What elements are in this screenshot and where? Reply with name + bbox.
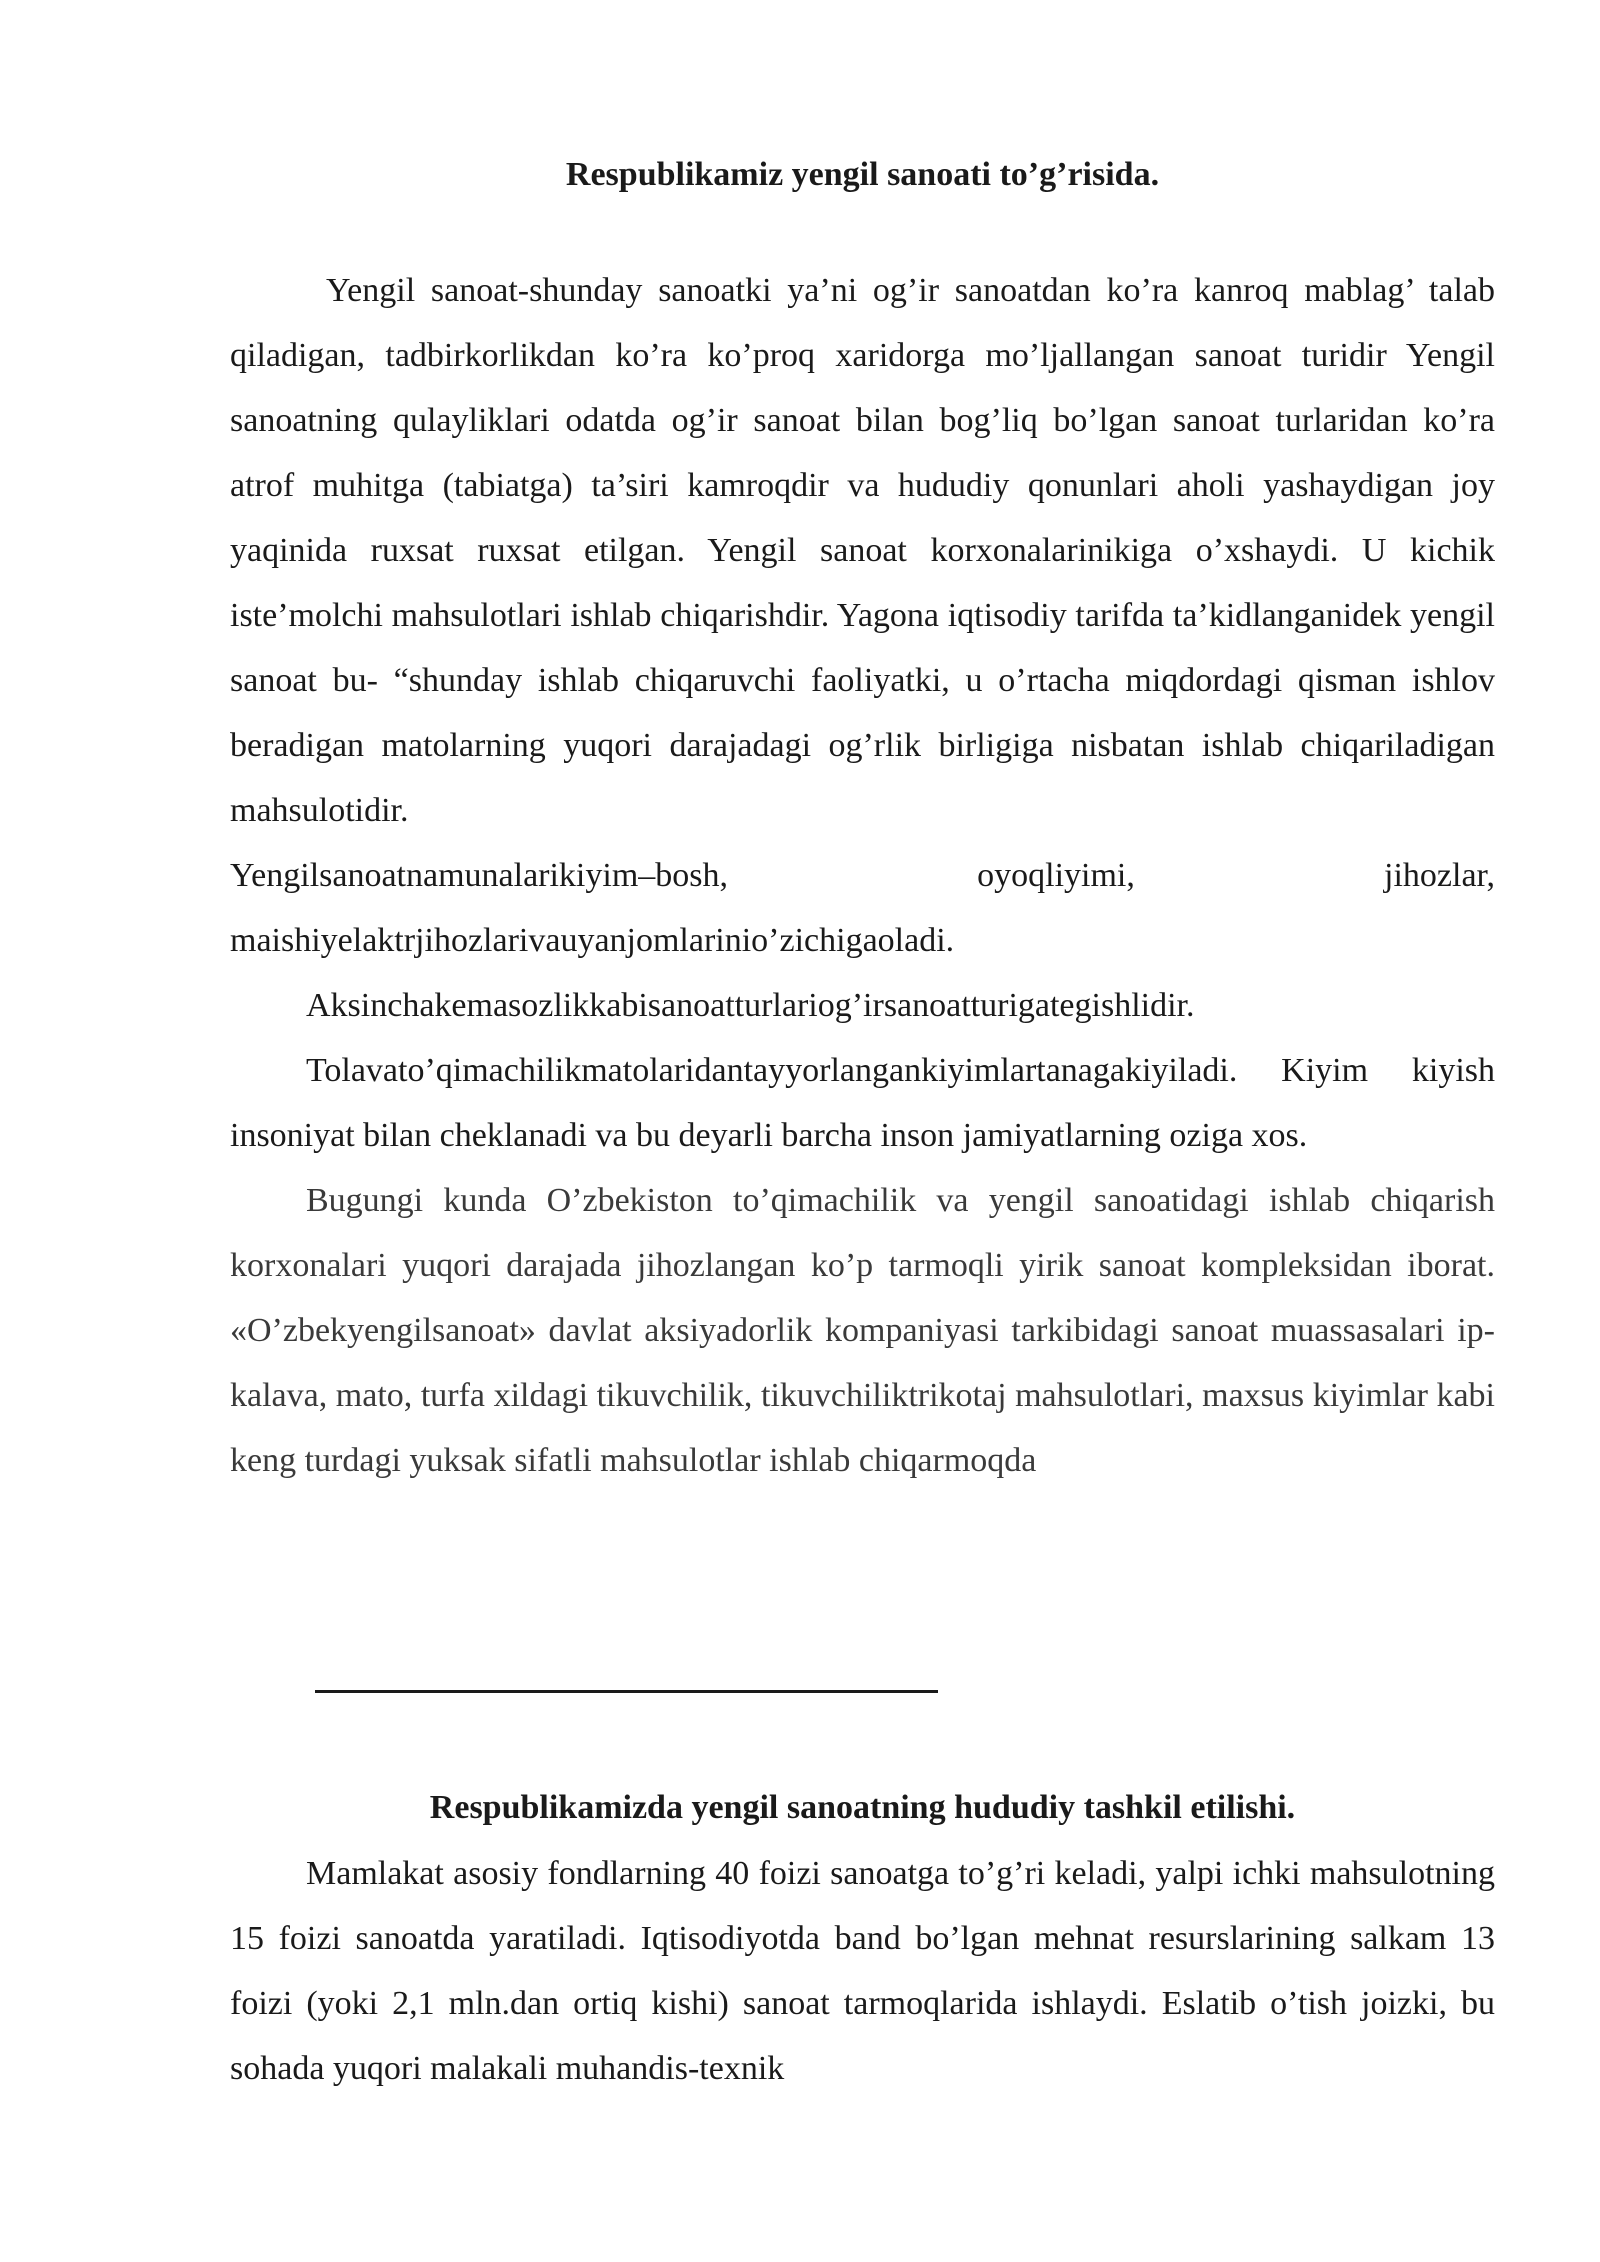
section-1-paragraph-3: Tolavato’qimachilikmatolaridantayyorlangankiyimlartanagakiyiladi. Kiyim kiyish insoniyat bilan cheklanadi va bu deyarli barcha inson jamiyatlarning oziga xos. [230,1052,1495,1154]
section-1-paragraph-4: Bugungi kunda O’zbekiston to’qimachilik va yengil sanoatidagi ishlab chiqarish korxonalari yuqori darajada jihozlangan ko’p tarmoqli yirik sanoat kompleksidan iborat. «O’zbekyengilsanoat» davlat aksiyadorlik kompaniyasi tarkibidagi sanoat muassasalari ip-kalava, mato, turfa xildagi tikuvchilik, tikuvchiliktrikotaj mahsulotlari, maxsus kiyimlar kabi keng turdagi yuksak sifatli mahsulotlar ishlab chiqarmoqda [230,1182,1495,1479]
section-2-title: Respublikamizda yengil sanoatning hududiy tashkil etilishi. [429,1789,1296,1826]
section-2 [230,1783,1495,2101]
spacer [230,200,1495,258]
horizontal-divider [315,1690,938,1693]
section-1 [230,150,1495,1493]
section-1-title: Respublikamiz yengil sanoati to’g’risida. [565,156,1160,193]
section-1-paragraph-1-line-a: Yengilsanoatnamunalarikiyim–bosh, oyoqliyimi, jihozlar, [230,857,1495,894]
section-1-paragraph-1-line-b: maishiyelaktrjihozlarivauyanjomlarinio’zichigaoladi. [230,922,955,959]
section-1-paragraph-2: Aksinchakemasozlikkabisanoatturlariog’irsanoatturigategishlidir. [306,987,1195,1024]
section-1-paragraph-1: Yengil sanoat-shunday sanoatki ya’ni og’ir sanoatdan ko’ra kanroq mablag’ talab qiladigan, tadbirkorlikdan ko’ra ko’proq xaridorga mo’ljallangan sanoat turidir Yengil sanoatning qulayliklari odatda og’ir sanoat bilan bog’liq bo’lgan sanoat turlaridan ko’ra atrof muhitga (tabiatga) ta’siri kamroqdir va hududiy qonunlari aholi yashaydigan joy yaqinida ruxsat ruxsat etilgan. Yengil sanoat korxonalarinikiga o’xshaydi. U kichik iste’molchi mahsulotlari ishlab chiqarishdir. Yagona iqtisodiy tarifda ta’kidlanganidek yengil sanoat bu- “shunday ishlab chiqaruvchi faoliyatki, u o’rtacha miqdordagi qisman ishlov beradigan matolarning yuqori darajadagi og’rlik birligiga nisbatan ishlab chiqariladigan mahsulotidir. [230,272,1495,829]
section-2-paragraph-1: Mamlakat asosiy fondlarning 40 foizi sanoatga to’g’ri keladi, yalpi ichki mahsulotning 15 foizi sanoatda yaratiladi. Iqtisodiyotda band bo’lgan mehnat resurslarining salkam 13 foizi (yoki 2,1 mln.dan ortiq kishi) sanoat tarmoqlarida ishlaydi. Eslatib o’tish joizki, bu sohada yuqori malakali muhandis-texnik [230,1855,1495,2087]
